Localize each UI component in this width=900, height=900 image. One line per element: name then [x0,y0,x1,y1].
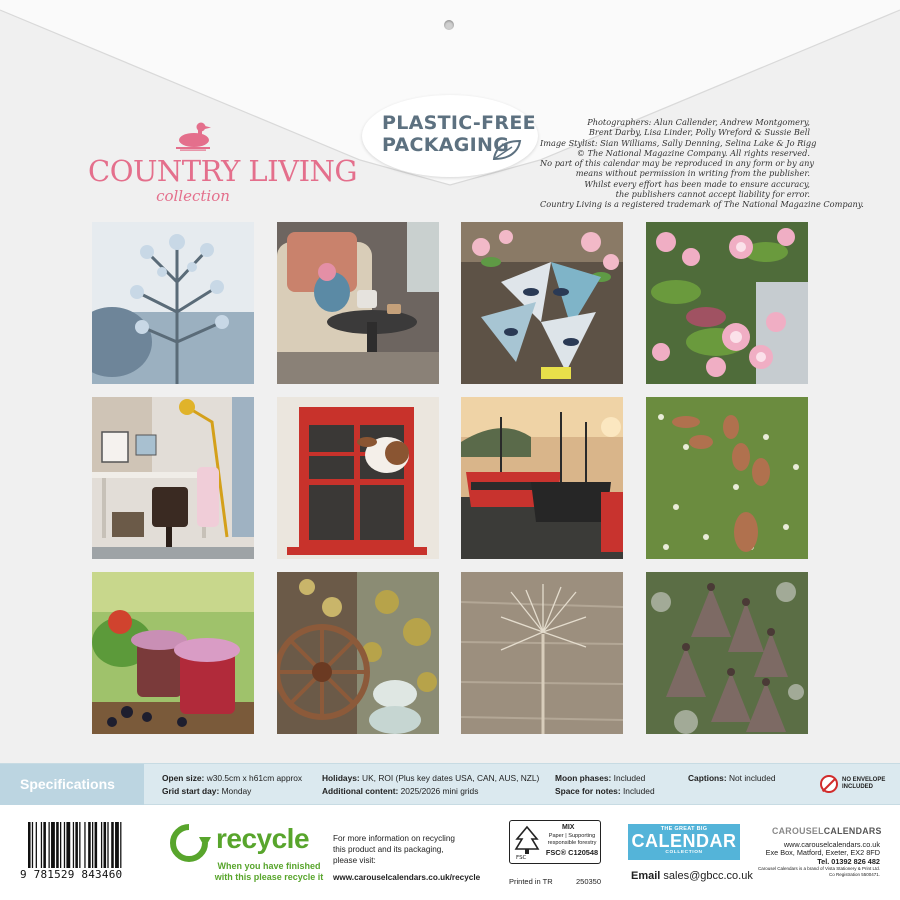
photo-goat-window [277,397,439,559]
brand-logo [88,118,358,205]
credit-line: © The National Magazine Company. All rights reserved. [576,147,810,158]
credit-line: Whilst every effort has been made to ensure accuracy, [584,178,810,189]
photo-armchair-knitting [277,222,439,384]
photo-pigs-meadow [646,397,808,559]
credit-line: Brent Darby, Lisa Linder, Polly Wreford & Sussie Bell [588,127,810,138]
specifications-bar [0,763,900,805]
recycling-link[interactable]: www.carouselcalendars.co.uk/recycle [333,873,481,882]
leaf-icon [492,139,522,161]
printed-in: Printed in TR [509,877,553,886]
specifications-label: Specifications [0,764,144,805]
spec-moon-phases: Moon phases: Included [555,773,646,783]
gbc-top: THE GREAT BIG [660,826,708,832]
no-envelope-line: INCLUDED [842,784,873,790]
footer [0,805,900,900]
spec-holidays: Holidays: UK, ROI (Plus key dates USA, CAN, AUS, NZL) [322,773,540,783]
brand-subtitle: collection [156,187,230,205]
svg-text:FSC: FSC [516,855,527,859]
carousel-calendars-logo: CAROUSELCALENDARS [772,826,882,836]
credit-line: Photographers: Alun Callender, Andrew Montgomery, [587,117,810,127]
recycle-icon [166,823,212,863]
photo-christmas-trees [646,572,808,734]
tree-check-icon [514,825,540,859]
duck-icon [170,118,216,152]
sales-email[interactable]: Email sales@gbcc.co.uk [631,870,753,882]
credit-line: No part of this calendar may be reproduced in any form or by any [540,158,815,169]
fsc-logo [509,820,601,864]
photo-jam-jars [92,572,254,734]
photo-frosted-branches [92,222,254,384]
photo-fishing-boats [461,397,623,559]
photo-pink-blossom [646,222,808,384]
recycle-logo [166,823,326,893]
credit-line: Image Stylist: Sian Williams, Sally Denning, Selina Lake & Jo Rigg [540,137,817,148]
credit-line: the publishers cannot accept liability for error. [615,189,810,200]
recycle-subtitle: When you have finished with this please recycle it [214,861,324,882]
spec-open-size: Open size: w30.5cm x h61cm approx [162,773,303,783]
spec-grid-start: Grid start day: Monday [162,786,252,796]
spec-notes: Space for notes: Included [555,786,655,796]
barcode [28,822,124,868]
badge-line-1: PLASTIC-FREE [382,112,536,134]
gbc-main: CALENDAR [631,831,737,851]
product-code: 250350 [576,877,602,886]
publisher-address: www.carouselcalendars.co.uk Exe Box, Matford, Exeter, EX2 8FD Tel. 01392 826 482 Carousel Calendars is a brand of Vista Stationery & Print Ltd. Co Registration 5500471. [758,840,880,877]
photo-home-office [92,397,254,559]
fsc-code: FSC® C120548 [545,848,599,857]
hang-hole [444,20,454,30]
credits-block [540,117,864,210]
no-envelope-icon [820,775,838,793]
recycling-info: For more information on recycling this product and its packaging, please visit: [333,834,455,865]
fsc-mix: MIX [562,824,575,831]
recycle-word: recycle [216,823,310,854]
no-envelope-line: NO ENVELOPE [842,777,886,783]
plastic-free-badge [362,95,538,177]
credit-line: Country Living is a registered trademark of The National Magazine Company. [540,199,864,210]
barcode-number: 9 781529 843460 [20,868,123,881]
gbc-bottom: COLLECTION [665,850,703,855]
brand-title: COUNTRY LIVING [88,154,358,188]
spec-additional-content: Additional content: 2025/2026 mini grids [322,786,479,796]
credit-line: means without permission in writing from the publisher. [575,168,810,179]
badge-line-2: PACKAGING [382,134,510,156]
photo-cart-wheel-pumpkins [277,572,439,734]
fsc-text: Paper | Supporting responsible forestry [547,833,597,846]
no-envelope-notice [820,774,892,796]
photo-allium-seedhead [461,572,623,734]
spec-captions: Captions: Not included [688,773,776,783]
photo-bunting-blossom [461,222,623,384]
